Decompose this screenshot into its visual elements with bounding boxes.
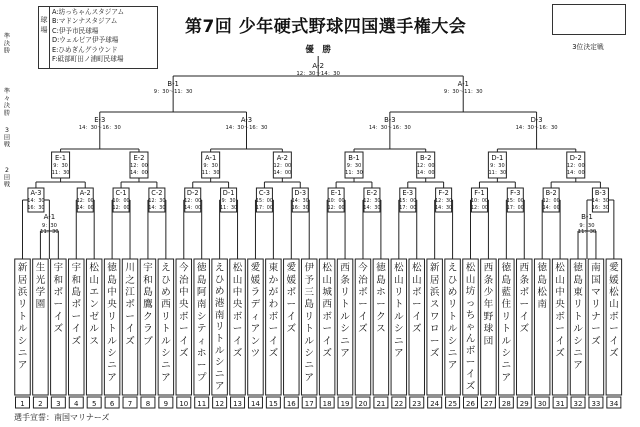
team-number: 30: [537, 400, 547, 408]
team-number: 21: [376, 400, 386, 408]
match-code: C-3: [258, 189, 271, 197]
venue-item: C:伊予市民球場: [52, 26, 99, 35]
match-time: 16：30: [591, 206, 609, 211]
team-name: 東かがわボーイズ: [268, 262, 279, 359]
match-time: 14：30～16：30: [515, 125, 558, 131]
match-code: D-2: [569, 154, 582, 162]
match-time: 10：00: [112, 199, 130, 204]
match-code: F-2: [438, 189, 449, 197]
team-number: 4: [74, 400, 79, 408]
team-number: 3: [56, 400, 61, 408]
match-time: 10：00: [327, 199, 345, 204]
match-time: 9：30: [41, 223, 57, 229]
round-label: 2 回戦: [3, 167, 11, 189]
match-time: 12：00: [470, 206, 488, 211]
match-time: 9：30: [203, 163, 218, 169]
team-number: 26: [466, 400, 475, 408]
match-time: 12：00: [130, 163, 148, 169]
match-time: 11：30: [220, 206, 238, 211]
team-number: 1: [20, 400, 25, 408]
match-time: 14：30: [435, 206, 453, 211]
match-code: F-3: [510, 189, 521, 197]
match-code: F-1: [474, 189, 485, 197]
match-time: 14：00: [416, 170, 435, 176]
match-time: 12：00: [273, 163, 292, 169]
team-name: 川之江ボーイズ: [125, 262, 135, 347]
match-time: 11：30: [345, 170, 363, 176]
team-number: 19: [340, 400, 350, 408]
match-time: 12：00: [184, 199, 202, 204]
match-code: B-1: [348, 154, 360, 162]
match-time: 12：30: [435, 199, 453, 204]
team-name: 西条少年野球団: [483, 262, 494, 347]
match-time: 12：00: [76, 199, 94, 204]
team-name: 松山ボーイズ: [411, 262, 422, 335]
team-name: 徳島東リトルシニア: [573, 262, 583, 372]
team-name: 愛媛ラディアンツ: [250, 262, 261, 359]
team-number: 16: [286, 400, 296, 408]
round-label: 3 回戦: [3, 127, 11, 149]
match-code: A-2: [276, 154, 288, 162]
match-time: 14：00: [76, 206, 94, 211]
team-number: 24: [430, 400, 440, 408]
round-label: 準決勝: [3, 33, 11, 55]
team-number: 29: [519, 400, 529, 408]
team-number: 11: [197, 400, 207, 408]
match-code: A-1: [457, 80, 469, 88]
team-name: 愛媛ボーイズ: [286, 262, 297, 335]
match-time: 15：00: [399, 199, 417, 204]
team-name: 愛媛松山ボーイズ: [609, 262, 619, 359]
match-time: 12：30: [363, 199, 381, 204]
team-number: 32: [573, 400, 583, 408]
team-name: 今治中央ボーイズ: [178, 262, 189, 359]
match-time: 15：00: [506, 199, 524, 204]
team-name: えひめリトルシニア: [447, 262, 458, 372]
match-code: C-2: [151, 189, 163, 197]
match-time: 14：30: [591, 199, 609, 204]
match-code: E-1: [55, 154, 67, 162]
venue-legend-tag: 球場: [39, 7, 50, 68]
team-number: 2: [38, 400, 43, 408]
match-time: 12：00: [416, 163, 435, 169]
match-time: 17：00: [506, 206, 524, 211]
match-code: E-2: [366, 189, 378, 197]
match-time: 14：30～16：30: [225, 125, 268, 131]
team-number: 17: [304, 400, 314, 408]
match-time: 9：30: [490, 163, 505, 169]
match-code: E-2: [133, 154, 145, 162]
third-place-label: 3位決定戦: [572, 43, 604, 51]
team-name: 松山リトルシニア: [394, 262, 404, 359]
match-time: 12：00: [112, 206, 130, 211]
venue-item: D:ウェルピア伊予球場: [52, 36, 119, 45]
team-name: 西条リトルシニア: [340, 262, 350, 359]
venue-legend: [38, 6, 158, 69]
team-name: 徳島阿南シティホープ: [196, 262, 207, 384]
team-name: 伊予三島リトルシニア: [304, 262, 315, 384]
team-number: 22: [394, 400, 404, 408]
team-number: 13: [233, 400, 243, 408]
venue-item: E:ひめぎんグラウンド: [52, 45, 118, 54]
team-name: 今治ボーイズ: [358, 262, 368, 335]
match-time: 12：30～14：30: [296, 71, 340, 77]
team-number: 10: [179, 400, 189, 408]
team-name: 宇和島鷹クラブ: [143, 262, 153, 347]
match-time: 9：30: [346, 163, 362, 169]
match-time: 9：30～11：30: [153, 89, 193, 95]
match-time: 14：30: [27, 199, 45, 204]
match-time: 9：30～11：30: [443, 89, 483, 95]
match-code: D-1: [222, 189, 235, 197]
match-time: 12：00: [327, 206, 345, 211]
team-number: 34: [609, 400, 619, 408]
team-number: 15: [268, 400, 278, 408]
match-code: D-3: [530, 116, 543, 124]
match-code: B-3: [594, 189, 606, 197]
team-name: 徳島ホークス: [376, 262, 386, 335]
team-number: 6: [109, 400, 115, 408]
team-name: 松山中央ボーイズ: [555, 262, 565, 359]
team-name: えひめ西リトルシニア: [161, 262, 171, 384]
match-time: 9：30: [53, 163, 68, 169]
match-time: 14：00: [273, 170, 292, 176]
third-place-box: [552, 4, 626, 35]
match-time: 14：00: [130, 170, 148, 176]
team-name: 新居浜リトルシニア: [17, 262, 28, 372]
match-code: A-3: [240, 116, 253, 124]
team-number: 23: [412, 400, 422, 408]
team-name: 松山坊っちゃんボーイズ: [465, 262, 476, 392]
page-title: 第7回 少年硬式野球四国選手権大会: [185, 17, 467, 37]
match-code: A-2: [79, 189, 91, 197]
team-number: 18: [322, 400, 332, 408]
venue-item: A:坊っちゃんスタジアム: [52, 8, 125, 16]
match-time: 9：30: [579, 223, 595, 229]
match-code: B-1: [167, 80, 179, 88]
team-number: 14: [250, 400, 260, 408]
team-name: 徳島中央リトルシニア: [107, 262, 117, 384]
match-time: 15：00: [255, 199, 273, 204]
team-name: 南国マリナーズ: [591, 262, 601, 347]
match-code: A-1: [205, 154, 217, 162]
match-time: 17：00: [255, 206, 273, 211]
match-time: 9：30: [221, 199, 236, 204]
match-time: 14：00: [566, 170, 585, 176]
match-time: 11：30: [488, 170, 507, 176]
team-number: 9: [163, 400, 169, 408]
match-time: 11：30: [51, 170, 70, 176]
match-time: 14：30～16：30: [78, 125, 121, 131]
match-code: A-3: [30, 189, 42, 197]
match-time: 11：30: [577, 229, 597, 235]
team-number: 33: [591, 400, 601, 408]
team-name: 宇和ボーイズ: [53, 262, 64, 335]
match-code: A-2: [312, 61, 325, 70]
match-code: B-3: [384, 116, 396, 124]
match-code: B-2: [545, 189, 557, 197]
match-time: 14：30: [363, 206, 381, 211]
team-name: えひめ港南リトルシニア: [214, 262, 225, 392]
match-code: C-1: [115, 189, 127, 197]
team-name: 松山城西ボーイズ: [322, 262, 332, 359]
team-number: 31: [555, 400, 565, 408]
team-name: 生光学園: [35, 262, 46, 311]
match-time: 14：00: [542, 206, 560, 211]
team-name: 宇和島ボーイズ: [71, 262, 82, 347]
match-time: 16：30: [291, 206, 309, 211]
match-code: B-1: [581, 213, 593, 221]
team-name: 松山中央ボーイズ: [232, 262, 243, 359]
match-time: 16：30: [27, 206, 45, 211]
team-number: 7: [127, 400, 133, 408]
match-time: 11：30: [201, 170, 220, 176]
match-code: E-3: [94, 116, 106, 124]
team-number: 12: [215, 400, 225, 408]
team-number: 20: [358, 400, 368, 408]
match-code: D-1: [491, 154, 504, 162]
team-number: 25: [448, 400, 458, 408]
match-code: D-3: [294, 189, 307, 197]
match-time: 14：30: [148, 206, 166, 211]
match-time: 17：00: [399, 206, 417, 211]
footer-note: 選手宣誓：南国マリナーズ: [14, 413, 110, 422]
match-time: 11：30: [40, 229, 59, 235]
match-time: 12：00: [542, 199, 560, 204]
team-number: 28: [501, 400, 511, 408]
venue-list: [52, 8, 124, 64]
team-name: 徳島松南: [537, 262, 547, 311]
team-name: 西条ボーイズ: [519, 262, 530, 335]
match-time: 14：00: [184, 206, 202, 211]
team-name: 新居浜スワローズ: [429, 262, 440, 359]
venue-item: F:砥部町田ノ浦町民球場: [52, 55, 124, 64]
venue-item: B:マドンナスタジアム: [52, 17, 118, 26]
match-code: D-2: [186, 189, 199, 197]
match-time: 14：30: [291, 199, 309, 204]
champion-label: 優 勝: [305, 45, 331, 55]
match-code: E-1: [330, 189, 342, 197]
match-time: 12：00: [566, 163, 585, 169]
team-number: 8: [145, 400, 151, 408]
match-time: 12：30: [148, 199, 166, 204]
match-code: A-1: [43, 213, 56, 221]
team-number: 5: [91, 400, 97, 408]
match-time: 10：00: [470, 199, 488, 204]
team-name: 松山エンゼルス: [89, 262, 99, 347]
team-number: 27: [483, 400, 493, 408]
match-code: E-3: [402, 189, 414, 197]
team-name: 徳島藍住リトルシニア: [501, 262, 512, 384]
round-label: 準々決勝: [3, 88, 11, 117]
match-code: B-2: [419, 154, 432, 162]
match-time: 14：30～16：30: [368, 125, 411, 131]
